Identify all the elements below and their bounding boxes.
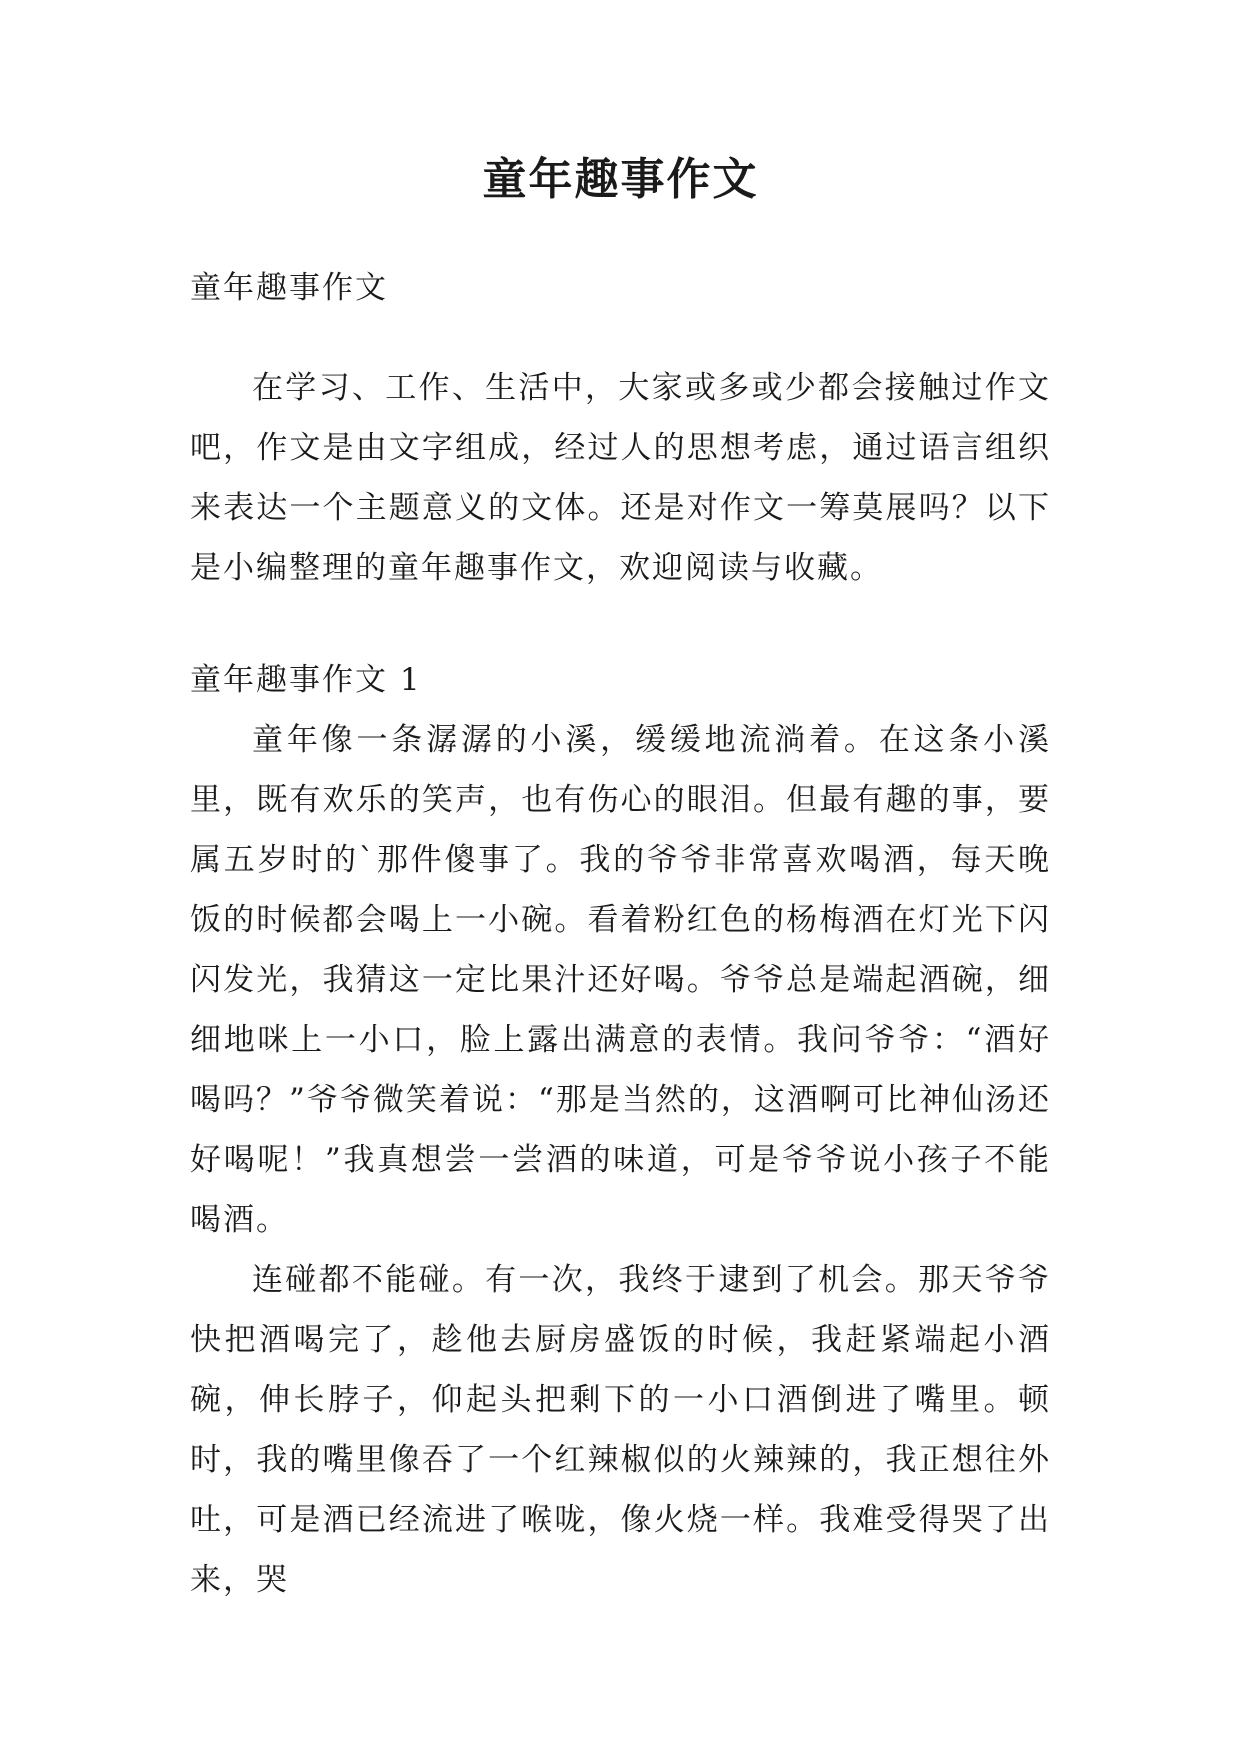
spacer [190, 318, 1051, 358]
spacer [190, 598, 1051, 650]
section-heading: 童年趣事作文 1 [190, 662, 422, 698]
intro-paragraph: 在学习、工作、生活中，大家或多或少都会接触过作文吧，作文是由文字组成，经过人的思想考虑，通过语言组织来表达一个主题意义的文体。还是对作文一筹莫展吗？以下是小编整理的童年趣事作文，欢迎阅读与收藏。 [190, 370, 1051, 586]
body-paragraph: 童年像一条潺潺的小溪，缓缓地流淌着。在这条小溪里，既有欢乐的笑声，也有伤心的眼泪。但最有趣的事，要属五岁时的`那件傻事了。我的爷爷非常喜欢喝酒，每天晚饭的时候都会喝上一小碗。看着粉红色的杨梅酒在灯光下闪闪发光，我猜这一定比果汁还好喝。爷爷总是端起酒碗，细细地咪上一小口，脸上露出满意的表情。我问爷爷：“酒好喝吗？”爷爷微笑着说：“那是当然的，这酒啊可比神仙汤还好喝呢！”我真想尝一尝酒的味道，可是爷爷说小孩子不能喝酒。 [190, 722, 1051, 1238]
body-paragraph: 连碰都不能碰。有一次，我终于逮到了机会。那天爷爷快把酒喝完了，趁他去厨房盛饭的时候，我赶紧端起小酒碗，伸长脖子，仰起头把剩下的一小口酒倒进了嘴里。顿时，我的嘴里像吞了一个红辣椒似的火辣辣的，我正想往外吐，可是酒已经流进了喉咙，像火烧一样。我难受得哭了出来，哭 [190, 1262, 1051, 1598]
document-title: 童年趣事作文 [482, 154, 759, 205]
document-body [190, 258, 1051, 1610]
document-subtitle: 童年趣事作文 [190, 270, 388, 306]
